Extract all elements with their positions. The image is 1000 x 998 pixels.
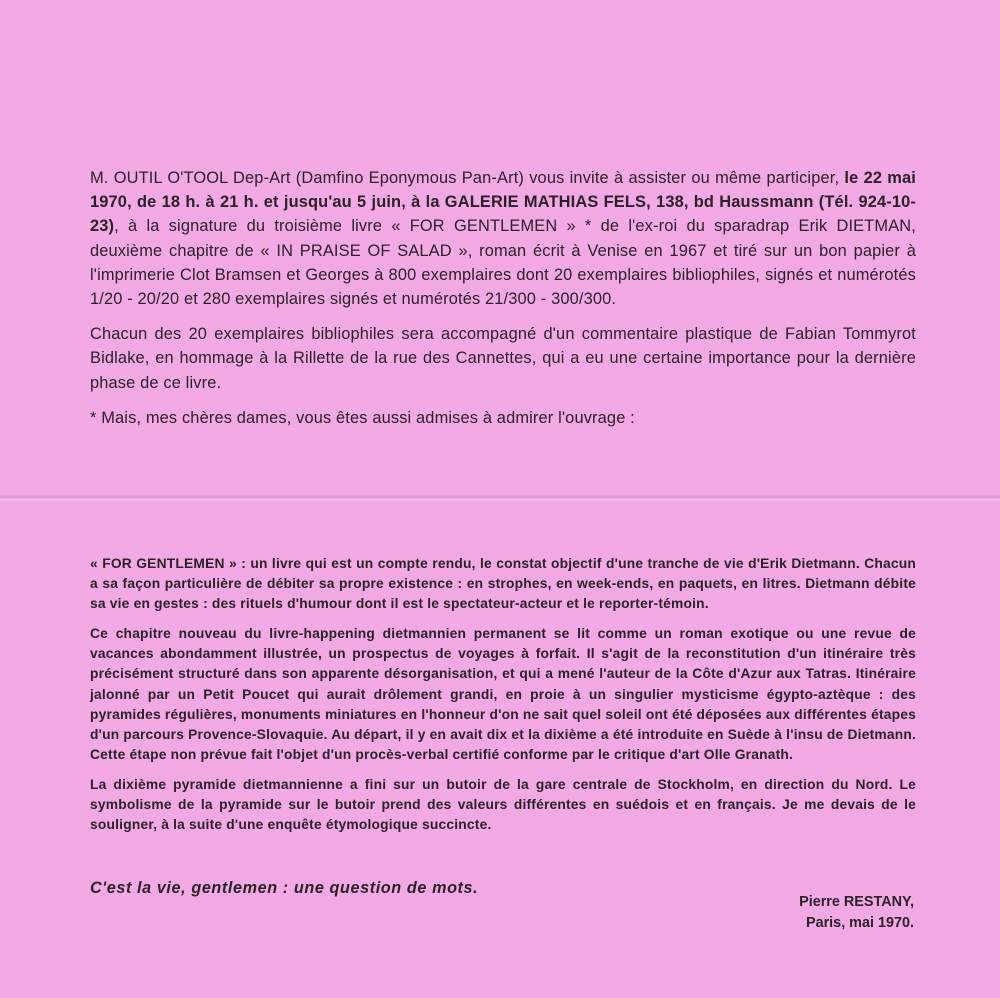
invitation-paragraph-2: Chacun des 20 exemplaires bibliophiles sera accompagné d'un commentaire plastique de Fabian Tommyrot Bidlake, en hommage à la Rillette de la rue des Cannettes, qui a eu une certaine importance pour la dernière phase de ce livre. [90,325,916,392]
card-fold-line [0,494,1000,502]
invitation-footnote: * Mais, mes chères dames, vous êtes aussi admises à admirer l'ouvrage : [90,408,635,427]
invitation-text [90,166,916,441]
invitation-intro: M. OUTIL O'TOOL Dep-Art (Damfino Eponymous Pan-Art) vous invite à assister ou même participer, [90,169,840,187]
invitation-paragraph-1 [90,166,916,311]
signature [799,892,914,934]
essay-paragraph-1: « FOR GENTLEMEN » : un livre qui est un compte rendu, le constat objectif d'une tranche de vie d'Erik Dietmann. Chacun a sa façon particulière de débiter sa propre existence : en strophes, en week-ends, en paquets, en litres. Dietmann débite sa vie en gestes : des rituels d'humour dont il est le spectateur-acteur et le reporter-témoin. [90,556,916,612]
event-details: le 22 mai 1970, de 18 h. à 21 h. et jusqu'au 5 juin, à la GALERIE MATHIAS FELS, 138, bd Haussmann (Tél. 924-10-23) [90,169,917,236]
essay-paragraph-3: La dixième pyramide dietmannienne a fini sur un butoir de la gare centrale de Stockholm, en direction du Nord. Le symbolisme de la pyramide sur le butoir prend des valeurs différentes en suédois et en français. Je me devais de le souligner, à la suite d'une enquête étymologique succincte. [90,776,916,833]
signature-place-date: Paris, mai 1970. [805,915,914,931]
closing-quote: C'est la vie, gentlemen : une question de mots. [90,879,479,897]
book-details: , à la signature du troisième livre « FOR GENTLEMEN » * de l'ex-roi du sparadrap Erik DIETMAN, deuxième chapitre de « IN PRAISE OF SALAD », roman écrit à Venise en 1967 et tiré sur un bon papier à l'imprimerie Clot Bramsen et Georges à 800 exemplaires dont 20 exemplaires bibliophiles, signés et numérotés 1/20 - 20/20 et 280 exemplaires signés et numérotés 21/300 - 300/300. [90,217,916,309]
essay-text [90,554,916,845]
essay-paragraph-2: Ce chapitre nouveau du livre-happening dietmannien permanent se lit comme un roman exotique ou une revue de vacances abondamment illustrée, un prospectus de voyages à forfait. Il s'agit de la reconstitution d'un itinéraire très précisément structuré dans son apparente désorganisation, et qui a mené l'auteur de la Côte d'Azur aux Tatras. Itinéraire jalonné par un Petit Poucet qui aurait drôlement grandi, en proie à un singulier mysticisme égypto-aztèque : des pyramides régulières, monuments miniatures en l'honneur d'on ne sait quel soleil ont été déposées aux différentes étapes d'un parcours Provence-Slovaquie. Au départ, il y en avait dix et la dixième a été introduite en Suède à l'insu de Dietmann. Cette étape non prévue fait l'objet d'un procès-verbal certifié conforme par le critique d'art Olle Granath. [90,626,916,762]
signature-name: Pierre RESTANY, [799,894,914,910]
